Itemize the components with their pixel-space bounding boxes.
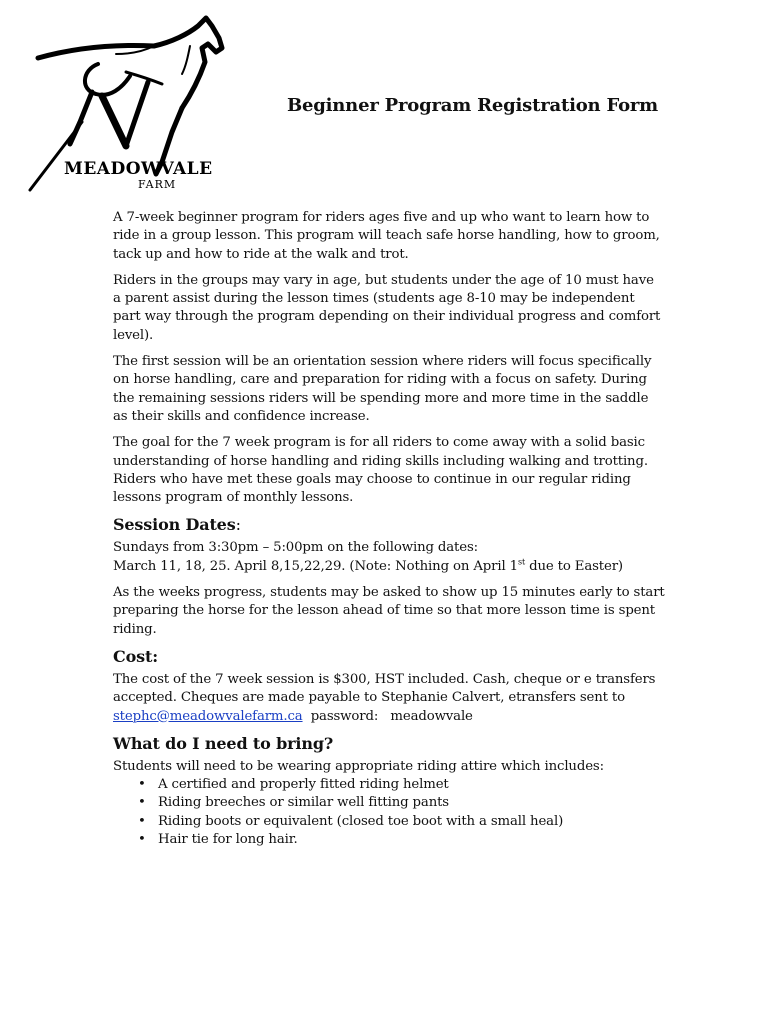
bring-heading: What do I need to bring? [113,733,334,753]
list-item: • A certified and properly fitted riding helmet [138,776,665,794]
intro-paragraph: A 7-week beginner program for riders ages five and up who want to learn how to ride in a group lesson. This program will teach safe horse handling, how to groom, tack up and how to ride at the walk and trot. [113,210,660,262]
bring-list [113,776,665,849]
meadowvale-farm-logo [22,12,244,194]
email-link[interactable]: stephc@meadowvalefarm.ca [113,708,303,724]
session-dates-heading: Session Dates: [113,515,241,535]
logo-text-meadowvale: MEADOWVALE [64,159,213,179]
session-dates-text [113,539,665,576]
list-item: • Riding breeches or similar well fitting pants [138,794,665,812]
bring-intro: Students will need to be wearing appropriate riding attire which includes: [113,758,604,774]
intro-paragraph: The first session will be an orientation session where riders will focus specifically on horse handling, care and preparation for riding with a focus on safety. During the remaining sessions riders will be spending more and more time in the saddle as their skills and confidence increase. [113,354,652,424]
session-note: As the weeks progress, students may be asked to show up 15 minutes early to start preparing the horse for the lesson ahead of time so that more lesson time is spent riding. [113,585,665,637]
document-body [113,209,665,849]
intro-paragraph: Riders in the groups may vary in age, but students under the age of 10 must have a parent assist during the lesson times (students age 8-10 may be independent part way through the program depending on their individual progress and comfort level). [113,272,661,343]
cost-text: The cost of the 7 week session is $300, HST included. Cash, cheque or e transfers accepted. Cheques are made payable to Stephanie Calvert, etransfers sent to stephc@meadowvalefarm.ca password: meadowvale [113,671,656,724]
page-title: Beginner Program Registration Form [287,95,659,116]
session-dates: March 11, 18, 25. April 8,15,22,29. (Note: Nothing on April 1st due to Easter) [113,557,623,574]
intro-paragraph: The goal for the 7 week program is for all riders to come away with a solid basic understanding of horse handling and riding skills including walking and trotting. Riders who have met these goals may choose to continue in our regular riding lessons program of monthly lessons. [113,435,648,506]
session-times: Sundays from 3:30pm – 5:00pm on the following dates: [113,540,478,556]
logo-text-farm: FARM [138,178,177,191]
cost-heading: Cost: [113,646,158,666]
list-item: • Hair tie for long hair. [138,831,665,849]
list-item: • Riding boots or equivalent (closed toe boot with a small heal) [138,813,665,831]
